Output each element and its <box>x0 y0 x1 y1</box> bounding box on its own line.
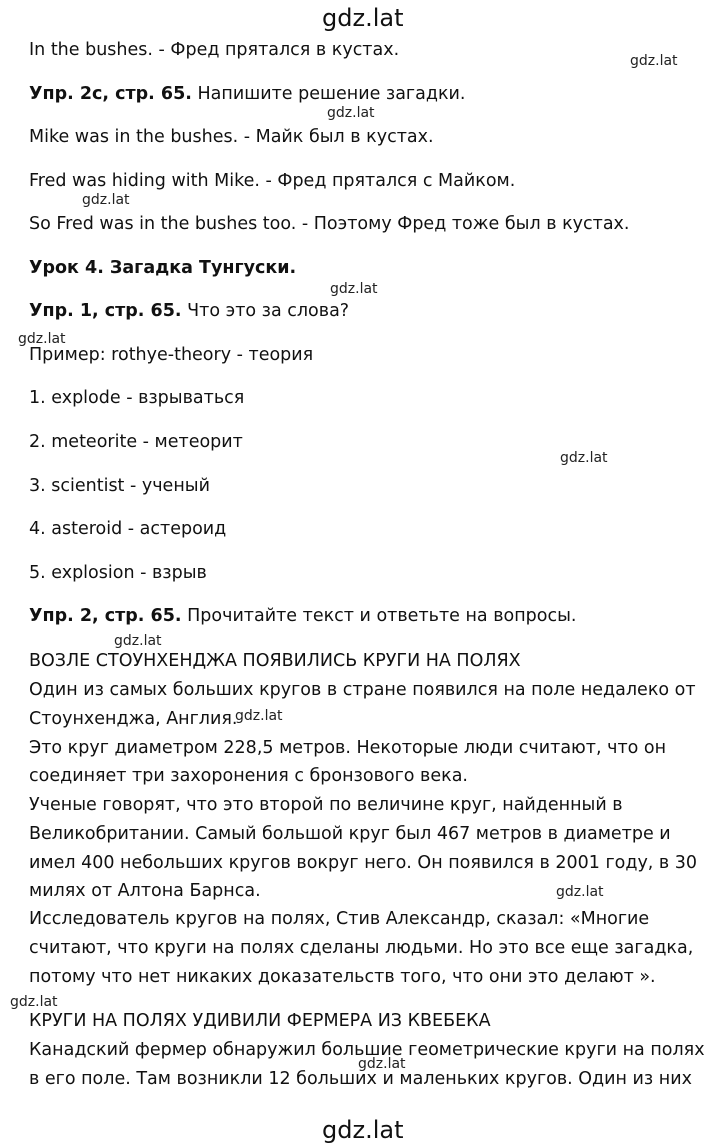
exercise-heading-1 <box>29 303 349 321</box>
watermark: gdz.lat <box>82 192 130 208</box>
exercise-heading-2c <box>29 86 465 104</box>
watermark: gdz.lat <box>330 281 378 297</box>
watermark: gdz.lat <box>556 884 604 900</box>
list-item: 5. explosion - взрыв <box>29 563 207 583</box>
watermark: gdz.lat <box>560 450 608 466</box>
exercise-heading-2 <box>29 608 577 626</box>
paragraph-line: милях от Алтона Барнса. <box>29 881 261 901</box>
exercise-number: Упр. 1, стр. 65. <box>29 301 182 321</box>
watermark: gdz.lat <box>114 633 162 649</box>
list-item: 2. meteorite - метеорит <box>29 432 243 452</box>
paragraph-line: имел 400 небольших кругов вокруг него. Он появился в 2001 году, в 30 <box>29 853 698 873</box>
example-line: Пример: rothye-theory - теория <box>29 345 314 365</box>
paragraph-line: Великобритании. Самый большой круг был 467 метров в диаметре и <box>29 824 671 844</box>
paragraph-line: потому что нет никаких доказательств того, что они это делают ». <box>29 967 656 987</box>
exercise-number: Упр. 2c, стр. 65. <box>29 84 192 104</box>
paragraph-line: Один из самых больших кругов в стране появился на поле недалеко от <box>29 680 696 700</box>
watermark: gdz.lat <box>358 1056 406 1072</box>
watermark: gdz.lat <box>630 53 678 69</box>
list-item: 4. asteroid - астероид <box>29 519 227 539</box>
list-item: 3. scientist - ученый <box>29 476 210 496</box>
list-item: 1. explode - взрываться <box>29 388 245 408</box>
paragraph-line: Стоунхенджа, Англия. <box>29 709 238 729</box>
paragraph-line: считают, что круги на полях сделаны людьми. Но это все еще загадка, <box>29 938 694 958</box>
exercise-task: Что это за слова? <box>181 301 350 321</box>
exercise-task: Прочитайте текст и ответьте на вопросы. <box>181 606 577 626</box>
watermark: gdz.lat <box>10 994 58 1010</box>
text-line: In the bushes. - Фред прятался в кустах. <box>29 40 400 60</box>
text-line: Mike was in the bushes. - Майк был в кустах. <box>29 127 434 147</box>
article-title: КРУГИ НА ПОЛЯХ УДИВИЛИ ФЕРМЕРА ИЗ КВЕБЕКА <box>29 1011 491 1031</box>
watermark: gdz.lat <box>235 708 283 724</box>
article-title: ВОЗЛЕ СТОУНХЕНДЖА ПОЯВИЛИСЬ КРУГИ НА ПОЛЯХ <box>29 651 521 671</box>
paragraph-line: Ученые говорят, что это второй по величине круг, найденный в <box>29 795 623 815</box>
paragraph-line: в его поле. Там возникли 12 больших и маленьких кругов. Один из них <box>29 1069 692 1089</box>
text-line: So Fred was in the bushes too. - Поэтому Фред тоже был в кустах. <box>29 214 630 234</box>
text-line: Fred was hiding with Mike. - Фред прятался с Майком. <box>29 171 516 191</box>
watermark: gdz.lat <box>18 331 66 347</box>
exercise-number: Упр. 2, стр. 65. <box>29 606 182 626</box>
exercise-task: Напишите решение загадки. <box>191 84 466 104</box>
paragraph-line: Исследователь кругов на полях, Стив Александр, сказал: «Многие <box>29 909 650 929</box>
paragraph-line: Это круг диаметром 228,5 метров. Некоторые люди считают, что он <box>29 738 667 758</box>
paragraph-line: соединяет три захоронения с бронзового века. <box>29 766 468 786</box>
watermark: gdz.lat <box>327 105 375 121</box>
lesson-heading: Урок 4. Загадка Тунгуски. <box>29 258 297 278</box>
paragraph-line: Канадский фермер обнаружил большие геометрические круги на полях <box>29 1040 705 1060</box>
header-watermark: gdz.lat <box>322 4 404 32</box>
footer-watermark: gdz.lat <box>322 1116 404 1144</box>
